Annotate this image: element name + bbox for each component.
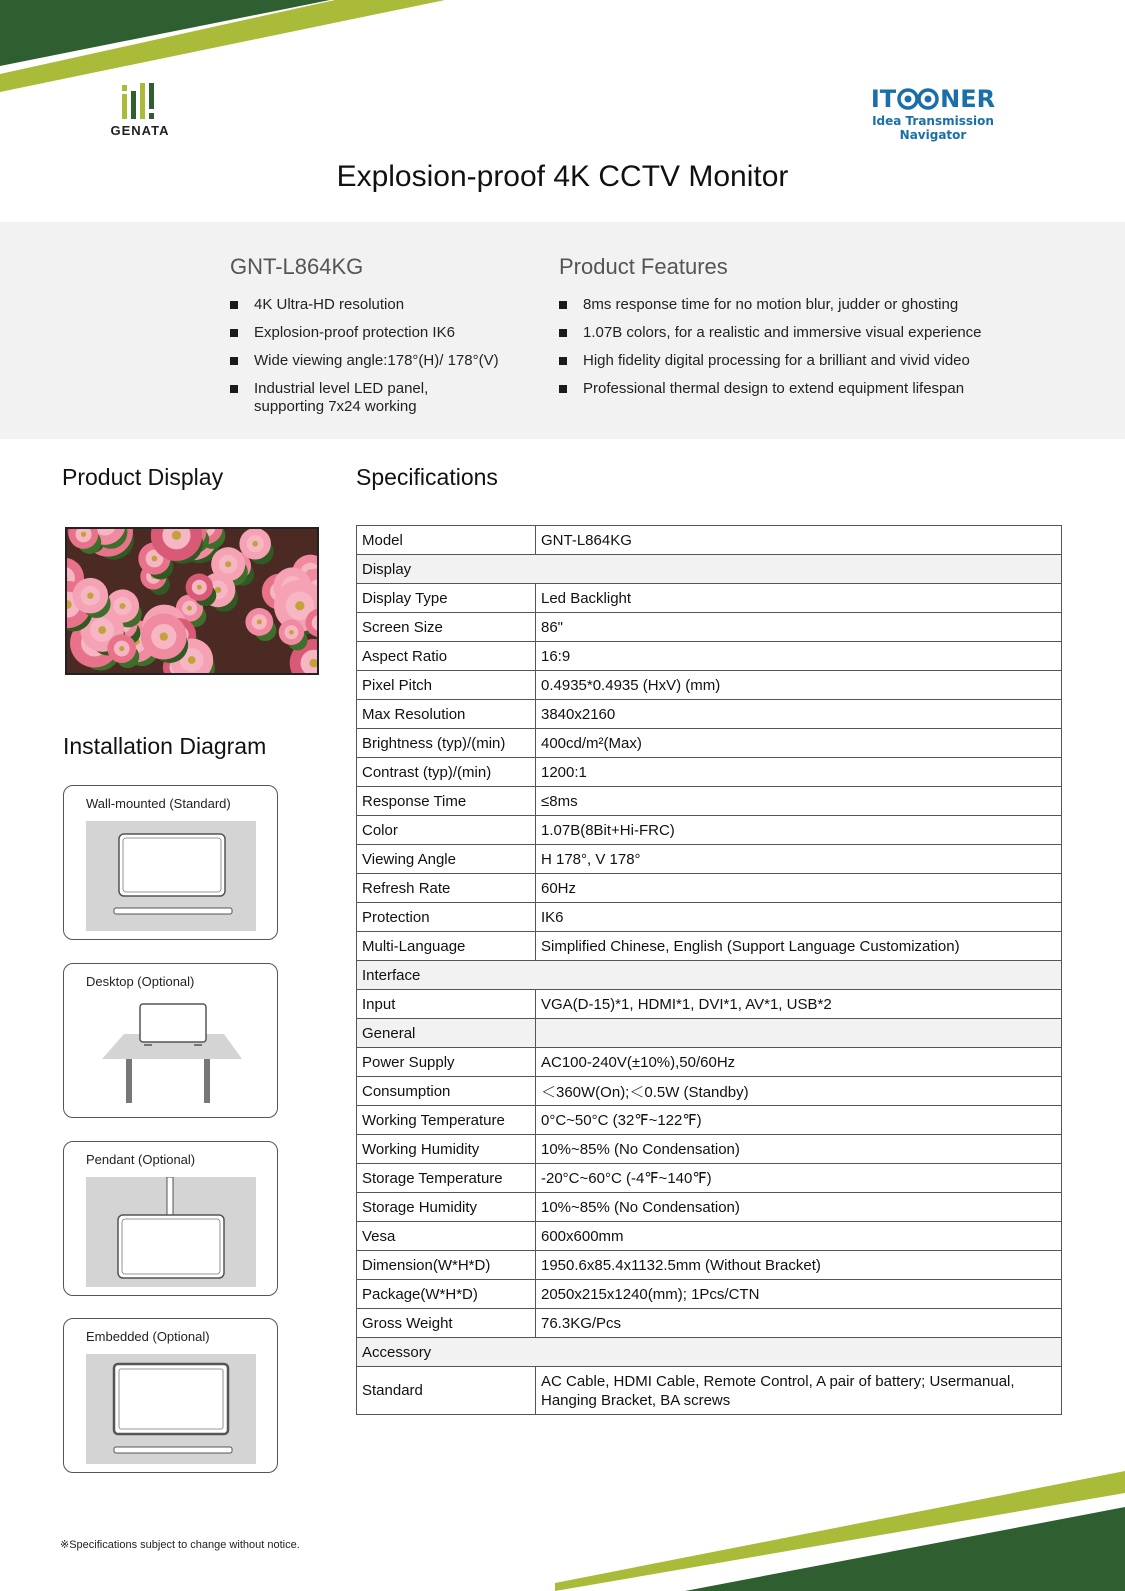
spec-key: Color <box>357 816 536 845</box>
table-row <box>357 1106 1062 1135</box>
spec-key: Working Humidity <box>357 1135 536 1164</box>
spec-key: Refresh Rate <box>357 874 536 903</box>
spec-value: ＜360W(On);＜0.5W (Standby) <box>536 1077 1062 1106</box>
table-row <box>357 758 1062 787</box>
table-row <box>357 1019 1062 1048</box>
double-o-eyes-icon <box>897 88 939 110</box>
table-row <box>357 1309 1062 1338</box>
spec-key: Protection <box>357 903 536 932</box>
table-row <box>357 932 1062 961</box>
spec-value: 1.07B(8Bit+Hi-FRC) <box>536 816 1062 845</box>
desktop-stand-icon <box>86 999 256 1109</box>
itooner-logo-prefix: IT <box>870 85 897 113</box>
table-row <box>357 787 1062 816</box>
spec-key: Model <box>357 526 536 555</box>
spec-key: Dimension(W*H*D) <box>357 1251 536 1280</box>
itooner-logo-suffix: NER <box>940 85 996 113</box>
genata-logo-text: GENATA <box>110 123 170 138</box>
spec-key: Vesa <box>357 1222 536 1251</box>
install-option-label: Desktop (Optional) <box>86 974 195 989</box>
spec-value: 0°C~50°C (32℉~122℉) <box>536 1106 1062 1135</box>
spec-key: Gross Weight <box>357 1309 536 1338</box>
spec-key: Working Temperature <box>357 1106 536 1135</box>
spec-key: Brightness (typ)/(min) <box>357 729 536 758</box>
summary-band <box>0 222 1125 439</box>
list-item: Professional thermal design to extend equipment lifespan <box>559 380 1029 398</box>
install-option-pendant <box>63 1141 278 1296</box>
model-bullet-list <box>230 296 540 416</box>
table-row <box>357 874 1062 903</box>
spec-key: Display Type <box>357 584 536 613</box>
install-option-embedded <box>63 1318 278 1473</box>
install-option-desktop <box>63 963 278 1118</box>
spec-value: Led Backlight <box>536 584 1062 613</box>
spec-value: 600x600mm <box>536 1222 1062 1251</box>
spec-value: GNT-L864KG <box>536 526 1062 555</box>
install-option-wall-mounted <box>63 785 278 940</box>
bottom-right-stripe-decoration <box>555 1471 1125 1591</box>
group-label: Display <box>357 555 1062 584</box>
table-row <box>357 584 1062 613</box>
list-item: Industrial level LED panel, supporting 7x24 working <box>230 380 460 416</box>
list-item: 8ms response time for no motion blur, judder or ghosting <box>559 296 1029 314</box>
spec-key: Viewing Angle <box>357 845 536 874</box>
spec-value: 16:9 <box>536 642 1062 671</box>
spec-key: Pixel Pitch <box>357 671 536 700</box>
spec-key: Standard <box>357 1367 536 1415</box>
install-option-label: Pendant (Optional) <box>86 1152 196 1167</box>
spec-value: VGA(D-15)*1, HDMI*1, DVI*1, AV*1, USB*2 <box>536 990 1062 1019</box>
footnote: ※Specifications subject to change without notice. <box>60 1539 300 1551</box>
table-row <box>357 1135 1062 1164</box>
table-group-row <box>357 961 1062 990</box>
table-row <box>357 1251 1062 1280</box>
spec-value: ≤8ms <box>536 787 1062 816</box>
list-item: Wide viewing angle:178°(H)/ 178°(V) <box>230 352 540 370</box>
spec-key: Response Time <box>357 787 536 816</box>
install-option-label: Wall-mounted (Standard) <box>86 796 231 811</box>
itooner-logo <box>838 85 1028 142</box>
spec-key: Screen Size <box>357 613 536 642</box>
spec-value: 1200:1 <box>536 758 1062 787</box>
spec-key: Multi-Language <box>357 932 536 961</box>
spec-value: 1950.6x85.4x1132.5mm (Without Bracket) <box>536 1251 1062 1280</box>
spec-key: Max Resolution <box>357 700 536 729</box>
table-group-row <box>357 1338 1062 1367</box>
pendant-mount-icon <box>86 1177 256 1287</box>
table-row <box>357 1193 1062 1222</box>
product-display-title: Product Display <box>62 464 224 490</box>
specifications-table <box>356 525 1062 1415</box>
installation-diagram-title: Installation Diagram <box>63 733 267 759</box>
model-heading: GNT-L864KG <box>230 254 364 279</box>
table-row <box>357 642 1062 671</box>
group-label: Accessory <box>357 1338 1062 1367</box>
table-row <box>357 1048 1062 1077</box>
spec-key: Contrast (typ)/(min) <box>357 758 536 787</box>
model-summary <box>230 254 540 426</box>
spec-value: -20°C~60°C (-4℉~140℉) <box>536 1164 1062 1193</box>
table-row <box>357 671 1062 700</box>
spec-value: AC Cable, HDMI Cable, Remote Control, A pair of battery; Usermanual, Hanging Bracket, BA screws <box>536 1367 1062 1415</box>
embedded-mount-icon <box>86 1354 256 1464</box>
spec-key: General <box>357 1019 536 1048</box>
spec-key: Package(W*H*D) <box>357 1280 536 1309</box>
spec-key: Storage Temperature <box>357 1164 536 1193</box>
spec-value: 60Hz <box>536 874 1062 903</box>
spec-key: Consumption <box>357 1077 536 1106</box>
features-heading: Product Features <box>559 254 728 279</box>
spec-value: Simplified Chinese, English (Support Language Customization) <box>536 932 1062 961</box>
table-row <box>357 1222 1062 1251</box>
features-bullet-list <box>559 296 1029 398</box>
table-group-row <box>357 555 1062 584</box>
table-row <box>357 990 1062 1019</box>
table-row <box>357 700 1062 729</box>
spec-value: 0.4935*0.4935 (HxV) (mm) <box>536 671 1062 700</box>
list-item: 4K Ultra-HD resolution <box>230 296 540 314</box>
spec-value: 76.3KG/Pcs <box>536 1309 1062 1338</box>
specifications-title: Specifications <box>356 464 498 490</box>
spec-value: 3840x2160 <box>536 700 1062 729</box>
group-label: Interface <box>357 961 1062 990</box>
spec-key: Aspect Ratio <box>357 642 536 671</box>
bar-mark-icon <box>100 83 180 119</box>
spec-value: 10%~85% (No Condensation) <box>536 1193 1062 1222</box>
features-summary <box>559 254 1029 408</box>
list-item: High fidelity digital processing for a brilliant and vivid video <box>559 352 1029 370</box>
spec-key: Input <box>357 990 536 1019</box>
spec-value: 400cd/m²(Max) <box>536 729 1062 758</box>
install-option-label: Embedded (Optional) <box>86 1329 210 1344</box>
spec-key: Power Supply <box>357 1048 536 1077</box>
table-row <box>357 1077 1062 1106</box>
wall-mount-icon <box>86 821 256 931</box>
table-row <box>357 1280 1062 1309</box>
spec-value: AC100-240V(±10%),50/60Hz <box>536 1048 1062 1077</box>
page-title: Explosion-proof 4K CCTV Monitor <box>336 160 789 193</box>
table-row <box>357 1367 1062 1415</box>
top-left-stripe-decoration <box>0 0 450 95</box>
table-row <box>357 526 1062 555</box>
list-item: 1.07B colors, for a realistic and immersive visual experience <box>559 324 1029 342</box>
list-item: Explosion-proof protection IK6 <box>230 324 540 342</box>
spec-value: 10%~85% (No Condensation) <box>536 1135 1062 1164</box>
spec-value: IK6 <box>536 903 1062 932</box>
spec-value: H 178°, V 178° <box>536 845 1062 874</box>
spec-value: 2050x215x1240(mm); 1Pcs/CTN <box>536 1280 1062 1309</box>
genata-logo <box>100 83 180 138</box>
table-row <box>357 729 1062 758</box>
table-row <box>357 816 1062 845</box>
table-row <box>357 845 1062 874</box>
spec-value <box>536 1019 1062 1048</box>
table-row <box>357 613 1062 642</box>
table-row <box>357 1164 1062 1193</box>
spec-value: 86" <box>536 613 1062 642</box>
table-row <box>357 903 1062 932</box>
spec-key: Storage Humidity <box>357 1193 536 1222</box>
pink-flowers-screen-photo <box>65 527 319 675</box>
itooner-tagline: Idea Transmission Navigator <box>872 114 994 142</box>
